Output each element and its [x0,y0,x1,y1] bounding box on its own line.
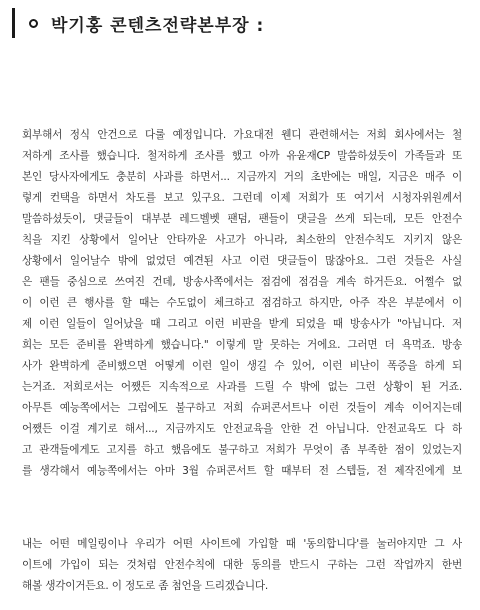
text-line: 는거죠. 저희로서는 어쨌든 지속적으로 사과를 드릴 수 밖에 없는 그런 상황이 된 거죠. [22,381,462,393]
text-line: 저하게 조사를 했습니다. 철저하게 조사를 했고 아까 유윤재CP 말씀하셨듯이 가족들과 또 [22,150,462,162]
text-line: 칙을 지킨 상황에서 일어난 안타까운 사고가 아니라, 최소한의 안전수칙도 지키지 않은 [22,234,462,246]
text-line: 은 팬들 중심으로 쓰여진 건데, 방송사쪽에서는 점검에 점검을 계속 하거든요. 어쩔수 없 [22,276,462,288]
text-line: 사가 완벽하게 준비했으면 어떻게 이런 일이 생길 수 있어, 이런 비난이 폭증을 하게 되 [22,360,462,372]
transcript-paragraph-2 [22,534,462,597]
text-line: 내는 어떤 메일링이나 우리가 어떤 사이트에 가입할 때 '동의합니다'를 눌러야지만 그 사 [22,538,462,550]
text-line: 를 생각해서 예능쪽에서는 아마 3월 슈퍼콘서트 할 때부터 전 스텝들, 전 제작진에게 보 [22,465,462,477]
text-line: 이트에 가입이 되는 것처럼 안전수칙에 대한 동의를 반드시 구하는 그런 작업까지 한번 [22,559,462,571]
section-header [12,8,264,38]
transcript-paragraph-1 [22,125,462,482]
text-line: 해볼 생각이거든요. 이 정도로 좀 첨언을 드리겠습니다. [22,580,269,592]
text-line: 회부해서 정식 안건으로 다룰 예정입니다. 가요대전 웬디 관련해서는 저희 회사에서는 철 [22,129,462,141]
text-line: 상황에서 일어날수 밖에 없었던 예견된 사고 이런 댓글들이 많잖아요. 그런 것들은 사실 [22,255,462,267]
text-line: 본인 당사자에게도 충분히 사과를 하면서... 지금까지 거의 초반에는 매일, 지금은 매주 이 [22,171,462,183]
circle-bullet-icon [29,19,38,28]
text-line: 고 관객들에게도 고지를 하고 했음에도 불구하고 저희가 무엇이 좀 부족한 점이 있었는지 [22,444,462,456]
text-line: 희는 모든 준비를 완벽하게 했습니다." 이렇게 말 못하는 거에요. 그러면 더 욕먹죠. 방송 [22,339,462,351]
header-vertical-bar [12,8,15,38]
speaker-title: 박기홍 콘텐츠전략본부장 : [51,15,265,36]
text-line: 제 이런 일들이 일어났을 때 그리고 이런 비판을 받게 되었을 때 방송사가 "아닙니다. 저 [22,318,462,330]
text-line: 말씀하셨듯이, 댓글들이 대부분 레드벨벳 팬덤, 팬들이 댓글을 쓰게 되는데, 모든 안전수 [22,213,462,225]
text-line: 어쨌든 이걸 계기로 해서..., 지금까지도 안전교육을 안한 건 아닙니다. 안전교육도 다 하 [22,423,462,435]
text-line: 이 이런 큰 행사를 할 때는 수도없이 체크하고 점검하고 하지만, 아주 작은 부분에서 이 [22,297,462,309]
text-line: 렇게 컨택을 하면서 차도를 보고 있구요. 그런데 이제 저희가 또 여기서 시청자위원께서 [22,192,462,204]
text-line: 아무튼 예능쪽에서는 그럼에도 불구하고 저희 슈퍼콘서트나 이런 것들이 계속 이어지는데 [22,402,462,414]
